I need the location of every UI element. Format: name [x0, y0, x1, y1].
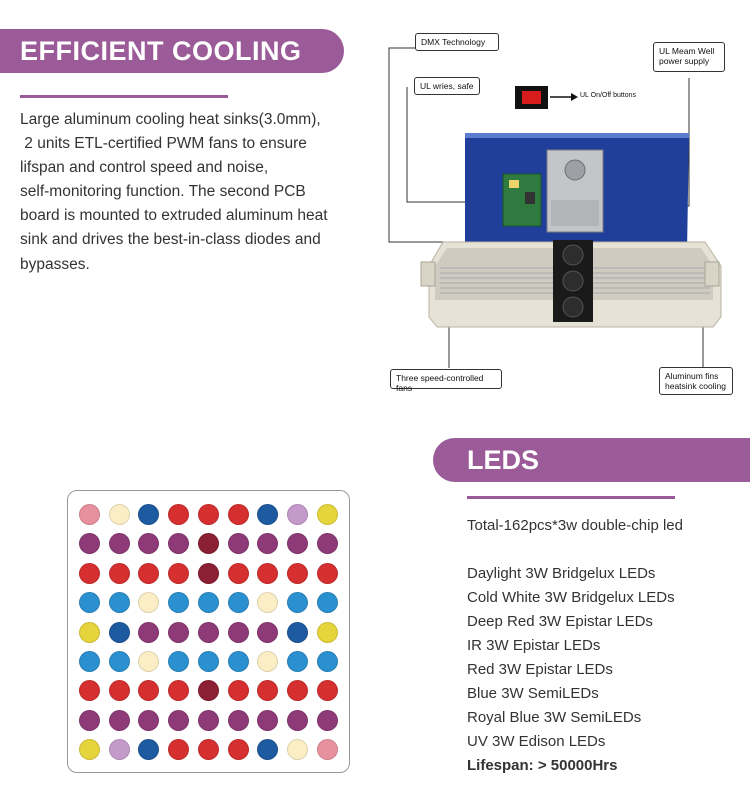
led-dot: [317, 710, 338, 731]
led-panel: [67, 490, 350, 773]
cooling-line: sink and drives the best-in-class diodes and: [20, 231, 321, 249]
cooling-line: self-monitoring function. The second PCB: [20, 183, 306, 201]
led-dot: [228, 710, 249, 731]
callout-fins: [659, 367, 733, 395]
led-dot: [168, 533, 189, 554]
cooling-line: Large aluminum cooling heat sinks(3.0mm),: [20, 111, 321, 128]
led-dot: [198, 739, 219, 760]
lifespan-text: Lifespan: > 50000Hrs: [467, 757, 618, 774]
led-dot: [257, 563, 278, 584]
led-dot: [257, 680, 278, 701]
led-dot: [228, 533, 249, 554]
led-dot: [287, 739, 308, 760]
led-dot: [198, 592, 219, 613]
led-dot: [109, 710, 130, 731]
led-type-item: Daylight 3W Bridgelux LEDs: [467, 565, 656, 582]
led-dot: [287, 504, 308, 525]
led-type-item: Royal Blue 3W SemiLEDs: [467, 709, 642, 726]
led-dot: [257, 592, 278, 613]
led-dot: [198, 533, 219, 554]
leds-total-text: Total-162pcs*3w double-chip led: [467, 517, 683, 534]
callout-fans: [390, 369, 502, 393]
led-dot: [168, 504, 189, 525]
led-dot: [198, 651, 219, 672]
cooling-line: board is mounted to extruded aluminum heat: [20, 207, 328, 225]
led-dot: [168, 739, 189, 760]
led-dot: [287, 710, 308, 731]
led-dot: [138, 710, 159, 731]
led-dot: [138, 533, 159, 554]
led-dot: [79, 622, 100, 643]
led-dot: [317, 739, 338, 760]
led-dot: [138, 563, 159, 584]
led-dot: [228, 651, 249, 672]
led-dot: [168, 680, 189, 701]
led-dot: [79, 533, 100, 554]
led-dot: [138, 622, 159, 643]
led-dot: [257, 622, 278, 643]
led-dot: [79, 592, 100, 613]
led-dot: [198, 680, 219, 701]
cooling-divider: [20, 95, 228, 98]
led-dot: [228, 622, 249, 643]
led-type-item: Cold White 3W Bridgelux LEDs: [467, 589, 675, 606]
led-type-list: [467, 562, 747, 778]
led-type-item: Deep Red 3W Epistar LEDs: [467, 613, 653, 630]
led-dot: [79, 680, 100, 701]
led-dot: [228, 563, 249, 584]
led-dot: [287, 622, 308, 643]
led-dot: [287, 592, 308, 613]
led-dot: [79, 504, 100, 525]
callout-dmx-text: DMX Technology: [421, 37, 486, 47]
led-dot: [168, 710, 189, 731]
led-dot: [257, 710, 278, 731]
leds-banner: [433, 438, 750, 482]
switch-label: UL On/Off buttons: [580, 92, 637, 99]
led-dot: [109, 622, 130, 643]
led-dot: [79, 710, 100, 731]
callout-psu-line: UL Meam Well: [659, 46, 715, 56]
led-dot: [317, 592, 338, 613]
led-dot: [317, 680, 338, 701]
led-dot: [109, 504, 130, 525]
led-dot: [257, 739, 278, 760]
led-dot: [109, 651, 130, 672]
led-dot: [198, 622, 219, 643]
led-dot: [138, 739, 159, 760]
efficient-cooling-banner: [0, 29, 344, 73]
led-dot: [287, 563, 308, 584]
led-dot: [257, 533, 278, 554]
led-dot: [317, 651, 338, 672]
led-type-item: IR 3W Epistar LEDs: [467, 637, 601, 654]
callout-wires: [414, 77, 480, 95]
leds-title: LEDS: [467, 444, 540, 475]
led-dot: [79, 651, 100, 672]
led-dot: [109, 680, 130, 701]
led-dot: [138, 680, 159, 701]
callout-power-supply: [653, 42, 725, 72]
led-dot: [109, 592, 130, 613]
led-dot: [168, 651, 189, 672]
led-dot: [109, 739, 130, 760]
led-dot: [198, 563, 219, 584]
led-dot: [317, 504, 338, 525]
efficient-cooling-title: EFFICIENT COOLING: [20, 35, 302, 66]
led-dot: [228, 592, 249, 613]
callout-psu-line: power supply: [659, 56, 710, 66]
led-dot: [257, 504, 278, 525]
led-dot: [287, 651, 308, 672]
led-type-item: Blue 3W SemiLEDs: [467, 685, 599, 702]
led-dot: [138, 592, 159, 613]
led-dot: [168, 592, 189, 613]
led-dot: [317, 563, 338, 584]
callout-fins-line: heatsink cooling: [665, 381, 726, 391]
led-type-item: Red 3W Epistar LEDs: [467, 661, 613, 678]
led-dot: [109, 533, 130, 554]
callout-fins-line: Aluminum fins: [665, 371, 719, 381]
led-dot: [79, 563, 100, 584]
led-dot: [228, 739, 249, 760]
cooling-line: bypasses.: [20, 255, 90, 273]
led-dot: [317, 622, 338, 643]
led-dot: [287, 533, 308, 554]
led-dot: [228, 680, 249, 701]
leds-divider: [467, 496, 675, 499]
led-dot: [138, 651, 159, 672]
led-dot: [109, 563, 130, 584]
led-dot: [198, 504, 219, 525]
cooling-diagram: [385, 30, 750, 398]
callout-fans-text: Three speed-controlled fans: [396, 373, 484, 393]
callout-dmx: [415, 33, 499, 51]
led-dot: [168, 563, 189, 584]
led-dot: [79, 739, 100, 760]
callout-wires-text: UL wries, safe: [420, 81, 474, 91]
cooling-description: [20, 108, 355, 277]
led-dot: [228, 504, 249, 525]
led-dot: [198, 710, 219, 731]
leds-total: [467, 514, 747, 538]
led-dot: [317, 533, 338, 554]
led-dot: [257, 651, 278, 672]
cooling-line: lifspan and control speed and noise,: [20, 159, 269, 177]
led-dot: [168, 622, 189, 643]
cooling-line: 2 units ETL-certified PWM fans to ensure: [20, 135, 307, 153]
led-dot: [138, 504, 159, 525]
led-type-item: UV 3W Edison LEDs: [467, 733, 606, 750]
led-dot: [287, 680, 308, 701]
